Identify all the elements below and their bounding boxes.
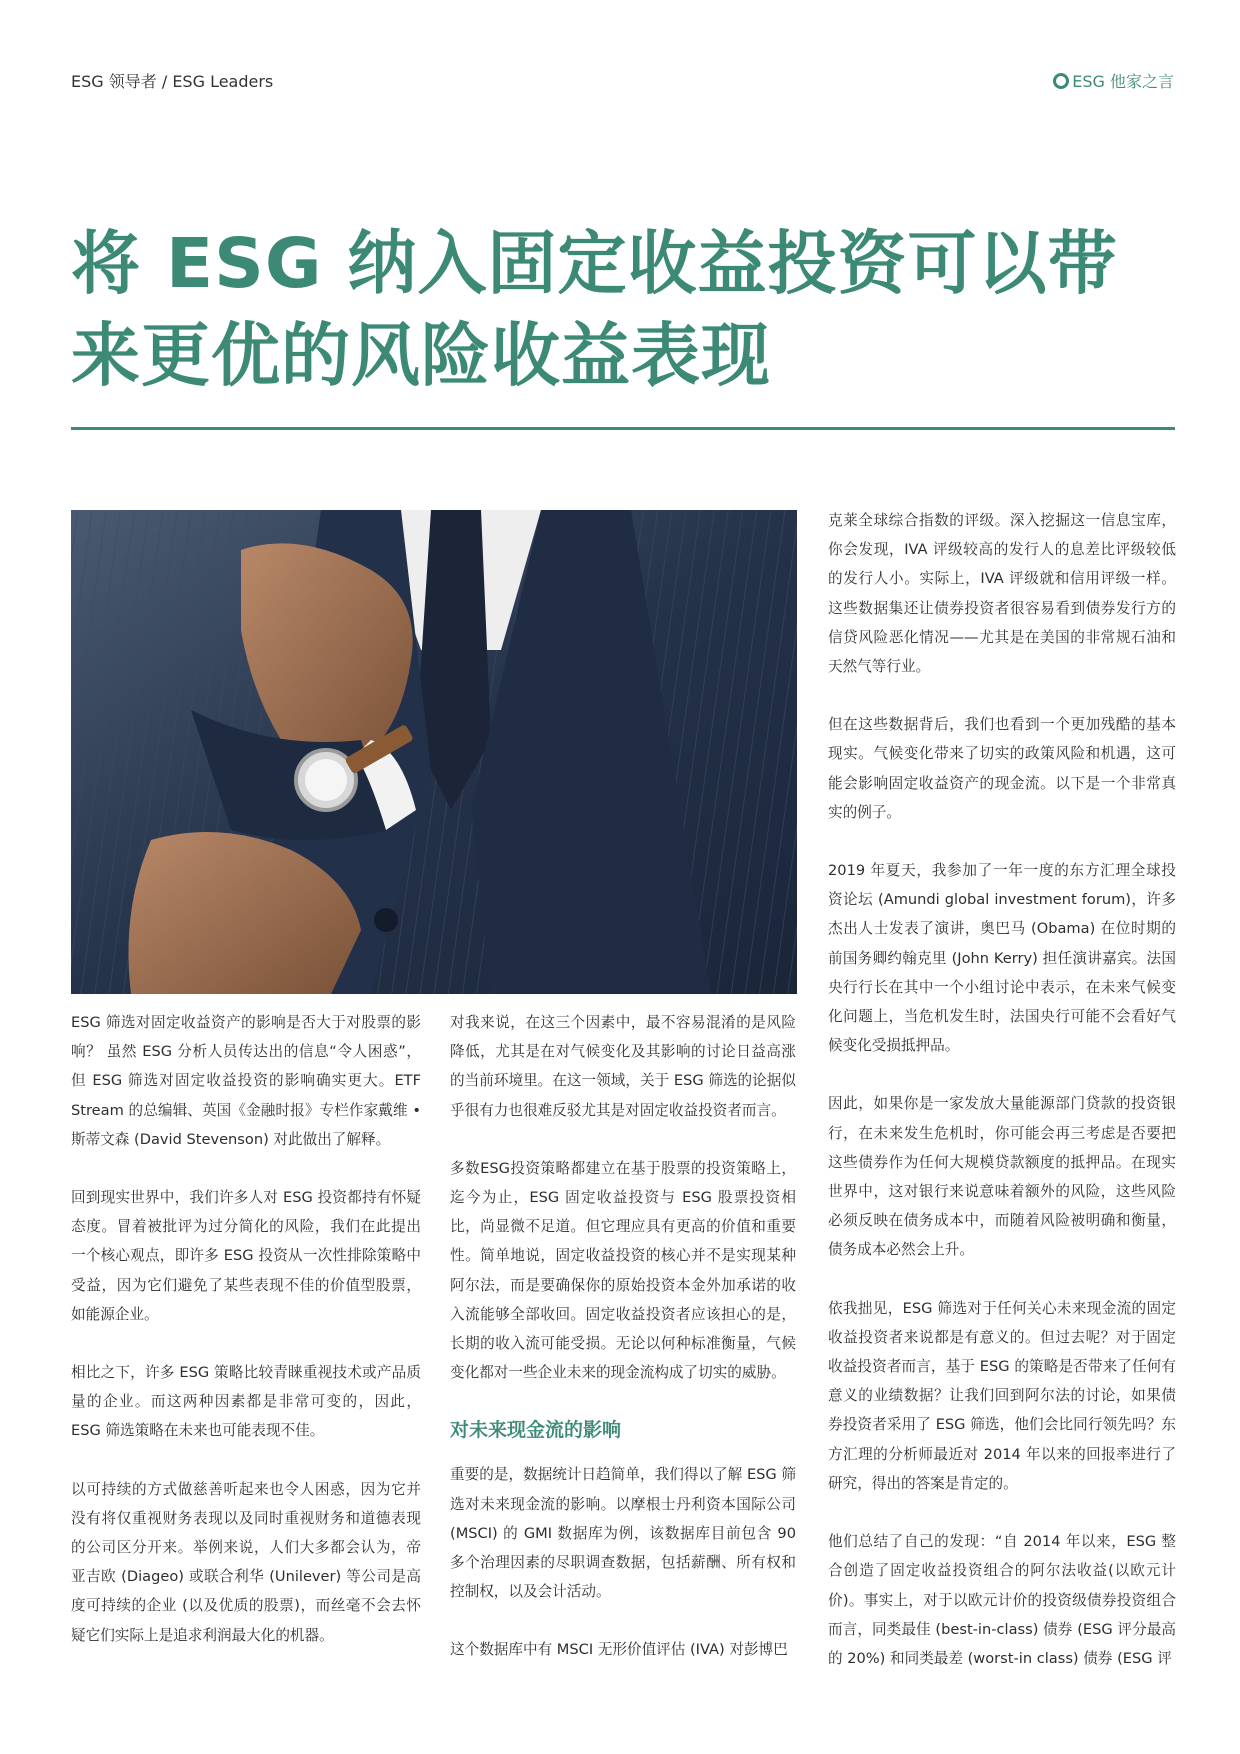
paragraph: 回到现实世界中，我们许多人对 ESG 投资都持有怀疑态度。冒着被批评为过分简化的风险，我们在此提出一个核心观点，即许多 ESG 投资从一次性排除策略中受益，因为它们避免了某些表现不佳的价值型股票，如能源企业。 bbox=[71, 1189, 421, 1323]
column-tag bbox=[1053, 69, 1174, 92]
title-divider bbox=[71, 427, 1175, 430]
section-heading: 对未来现金流的影响 bbox=[450, 1419, 622, 1442]
text-column-1 bbox=[71, 1008, 421, 1679]
paragraph: 这个数据库中有 MSCI 无形价值评估 (IVA) 对彭博巴 bbox=[450, 1641, 788, 1659]
section-label: ESG 领导者 / ESG Leaders bbox=[71, 72, 274, 91]
text-column-3 bbox=[828, 506, 1176, 1702]
paragraph: 2019 年夏天，我参加了一年一度的东方汇理全球投资论坛 (Amundi global investment forum)，许多杰出人士发表了演讲，奥巴马 (Obama) 在位时期的前国务卿约翰克里 (John Kerry) 担任演讲嘉宾。法国央行行长在其中一个小组讨论中表示，在未来气候变化问题上，当危机发生时，法国央行可能不会看好气候变化受损抵押品。 bbox=[828, 862, 1176, 1055]
text-column-2 bbox=[450, 1008, 796, 1694]
article-photo bbox=[71, 510, 797, 994]
paragraph: 依我拙见，ESG 筛选对于任何关心未来现金流的固定收益投资者来说都是有意义的。但过去呢？对于固定收益投资者而言，基于 ESG 的策略是否带来了任何有意义的业绩数据？让我们回到阿尔法的讨论，如果债券投资者采用了 ESG 筛选，他们会比同行领先吗？东方汇理的分析师最近对 2014 年以来的回报率进行了研究，得出的答案是肯定的。 bbox=[828, 1299, 1176, 1492]
paragraph: 对我来说，在这三个因素中，最不容易混淆的是风险降低，尤其是在对气候变化及其影响的讨论日益高涨的当前环境里。在这一领域，关于 ESG 筛选的论据似乎很有力也很难反驳尤其是对固定收益投资者而言。 bbox=[450, 1014, 796, 1119]
paragraph: 重要的是，数据统计日趋简单，我们得以了解 ESG 筛选对未来现金流的影响。以摩根士丹利资本国际公司 (MSCI) 的 GMI 数据库为例，该数据库目前包含 90 多个治理因素的尽职调查数据，包括薪酬、所有权和控制权，以及会计活动。 bbox=[450, 1466, 796, 1601]
article-title: 将 ESG 纳入固定收益投资可以带来更优的风险收益表现 bbox=[71, 224, 1118, 396]
column-tag-label: ESG 他家之言 bbox=[1072, 72, 1174, 91]
paragraph: 他们总结了自己的发现：“自 2014 年以来，ESG 整合创造了固定收益投资组合的阿尔法收益(以欧元计价)。事实上，对于以欧元计价的投资级债券投资组合而言，同类最佳 (best-in-class) 债券 (ESG 评分最高的 20%) 和同类最差 (worst-in class) 债券 (ESG 评 bbox=[828, 1533, 1176, 1667]
paragraph: 但在这些数据背后，我们也看到一个更加残酷的基本现实。气候变化带来了切实的政策风险和机遇，这可能会影响固定收益资产的现金流。以下是一个非常真实的例子。 bbox=[828, 716, 1176, 821]
ring-icon bbox=[1053, 73, 1069, 89]
paragraph: 因此，如果你是一家发放大量能源部门贷款的投资银行，在未来发生危机时，你可能会再三考虑是否要把这些债券作为任何大规模贷款额度的抵押品。在现实世界中，这对银行来说意味着额外的风险，这些风险必须反映在债务成本中，而随着风险被明确和衡量，债务成本必然会上升。 bbox=[828, 1095, 1176, 1259]
paragraph: 以可持续的方式做慈善听起来也令人困惑，因为它并没有将仅重视财务表现以及同时重视财务和道德表现的公司区分开来。举例来说，人们大多都会认为，帝亚吉欧 (Diageo) 或联合利华 (Unilever) 等公司是高度可持续的企业 (以及优质的股票)，而丝毫不会去怀疑它们实际上是追求利润最大化的机器。 bbox=[71, 1480, 421, 1644]
paragraph: 克莱全球综合指数的评级。深入挖掘这一信息宝库，你会发现，IVA 评级较高的发行人的息差比评级较低的发行人小。实际上，IVA 评级就和信用评级一样。这些数据集还让债券投资者很容易看到债券发行方的信贷风险恶化情况——尤其是在美国的非常规石油和天然气等行业。 bbox=[828, 512, 1176, 676]
paragraph: 相比之下，许多 ESG 策略比较青睐重视技术或产品质量的企业。而这两种因素都是非常可变的，因此，ESG 筛选策略在未来也可能表现不佳。 bbox=[71, 1364, 421, 1440]
paragraph: ESG 筛选对固定收益资产的影响是否大于对股票的影响？ 虽然 ESG 分析人员传达出的信息“令人困惑”，但 ESG 筛选对固定收益投资的影响确实更大。ETF Stream 的总编辑、英国《金融时报》专栏作家戴维 • 斯蒂文森 (David Stevenson) 对此做出了解释。 bbox=[71, 1014, 421, 1148]
paragraph: 多数ESG投资策略都建立在基于股票的投资策略上，迄今为止，ESG 固定收益投资与 ESG 股票投资相比，尚显微不足道。但它理应具有更高的价值和重要性。简单地说，固定收益投资的核心并不是实现某种阿尔法，而是要确保你的原始投资本金外加承诺的收入流能够全部收回。固定收益投资者应该担心的是，长期的收入流可能受损。无论以何种标准衡量，气候变化都对一些企业未来的现金流构成了切实的威胁。 bbox=[450, 1159, 796, 1382]
